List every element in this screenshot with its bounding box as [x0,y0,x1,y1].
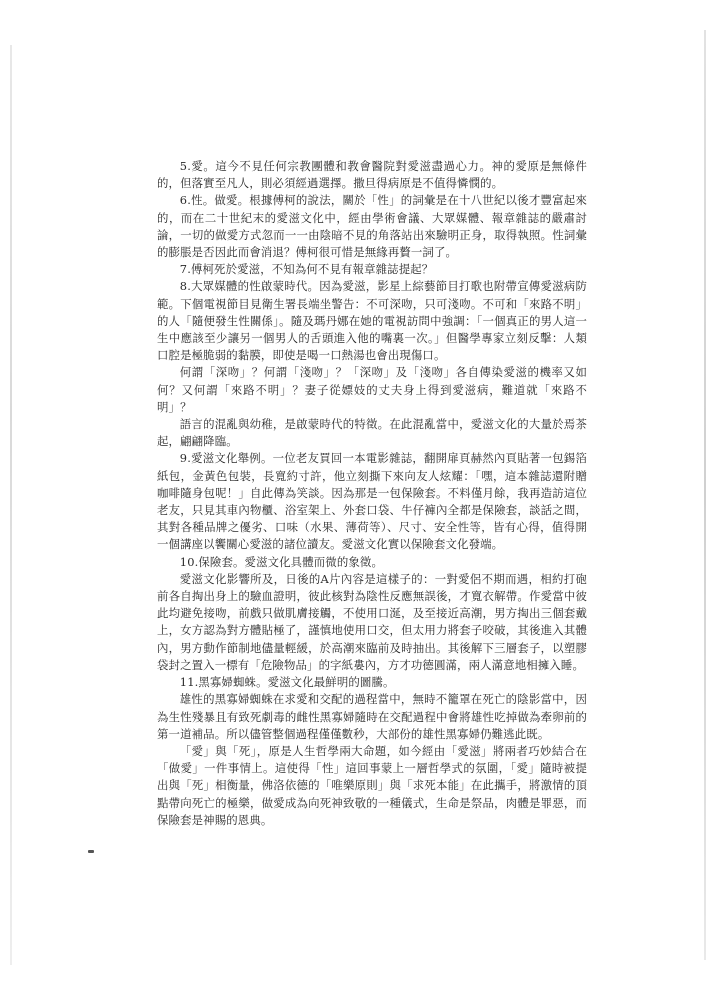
paragraph-love: 5.愛。這今不見任何宗教團體和教會醫院對愛滋盡過心力。神的愛原是無條件的，但落實至凡人，則必須經過選擇。撒旦得病原是不值得憐憫的。 [157,159,587,191]
paragraph-sex: 6.性。做愛。根據傅柯的說法，關於「性」的詞彙是在十八世紀以後才豐富起來的，而在二十世紀末的愛滋文化中，經由學術會議、大眾媒體、報章雜誌的嚴肅討論，一切的做愛方式忽而一一由陰暗不見的角落站出來驗明正身，取得執照。性詞彙的膨脹是否因此而會消退？傅柯很可惜是無緣再贅一詞了。 [157,193,587,260]
paragraph-culture-example: 9.愛滋文化舉例。一位老友買回一本電影雜誌，翻開扉頁赫然內頁貼著一包錫箔紙包，金黃色包裝，長寬約寸許，他立刻撕下來向友人炫耀：「嘿，這本雜誌還附贈咖啡隨身包呢！」自此傳為笑談。因為那是一包保險套。不料僅月餘，我再造訪這位老友，只見其車內物櫃、浴室架上、外套口袋、牛仔褲內全都是保險套，談話之間，其對各種品牌之優劣、口味（水果、薄荷等）、尺寸、安全性等，皆有心得，值得開一個講座以饗關心愛滋的諸位讀友。愛滋文化實以保險套文化發端。 [157,451,587,552]
paragraph-foucault: 7.傅柯死於愛滋，不知為何不見有報章雜誌提起？ [179,262,434,277]
document-body [157,158,587,829]
paragraph-condom: 10.保險套。愛滋文化具體而微的象徵。 [179,554,384,569]
paragraph-spider-description: 雄性的黑寡婦蜘蛛在求愛和交配的過程當中，無時不籠罩在死亡的陰影當中，因為生性殘暴且有致死劇毒的雌性黑寡婦隨時在交配過程中會將雄性吃掉做為牽卵前的第一道補品。所以儘管整個過程僅僅數秒，大部份的雄性黑寡婦仍難逃此既。 [157,692,587,741]
page-speck [88,850,94,853]
paragraph-mass-media: 8.大眾媒體的性啟蒙時代。因為愛滋，影星上綜藝節目打歌也附帶宣傳愛滋病防範。下個電視節目見衛生署長端坐警告：不可深吻，只可淺吻。不可和「來路不明」的人「隨便發生性關係」。隨及瑪丹娜在她的電視訪問中強調：「一個真正的男人這一生中應該至少讓另一個男人的舌頭進入他的嘴裏一次。」但醫學專家立刻反擊：人類口腔是極脆弱的黏膜，即使是喝一口熱湯也會出現傷口。 [157,279,587,363]
scan-edge-left [10,45,12,965]
paragraph-language: 語言的混亂與幼稚，是啟蒙時代的特徵。在此混亂當中，愛滋文化的大量於焉茶起，翩翩降臨。 [157,417,587,449]
paragraph-love-and-death: 「愛」與「死」，原是人生哲學兩大命題，如今經由「愛滋」將兩者巧妙結合在「做愛」一件事情上。這使得「性」這回事蒙上一層哲學式的氛圍，「愛」隨時被提出與「死」相衡量，佛洛依德的「唯樂原則」與「求死本能」在此攜手，將激情的頂點帶向死亡的極樂，做愛成為向死神致敬的一種儀式，生命是祭品，肉體是罪惡，而保險套是神賜的恩典。 [157,743,587,827]
paragraph-black-widow: 11.黑寡婦蜘蛛。愛滋文化最鮮明的圖騰。 [179,675,395,690]
scan-edge-right [704,30,706,960]
paragraph-kiss-question: 何謂「深吻」？何謂「淺吻」？「深吻」及「淺吻」各自傳染愛滋的機率又如何？又何謂「來路不明」？妻子從嫖妓的丈夫身上得到愛滋病，難道就「來路不明」？ [157,365,587,414]
paragraph-a-film: 愛滋文化影響所及，日後的A片內容是這樣子的：一對愛侶不期而遇，相約打砲前各自掏出身上的驗血證明，彼此核對為陰性反應無誤後，才寬衣解帶。作愛當中彼此均避免接吻，前戲只做肌膚接觸，不使用口涎，及至接近高潮，男方掏出三個套戴上，女方認為對方體貼極了，謹慎地使用口交，但太用力將套子咬破，其後進入其體內，男方動作節制地儘量輕緩，於高潮來臨前及時抽出。其後解下三層套子，以塑膠袋封之置入一標有「危險物品」的字紙婁內，方才功德圓滿，兩人滿意地相擁入睡。 [157,571,587,672]
